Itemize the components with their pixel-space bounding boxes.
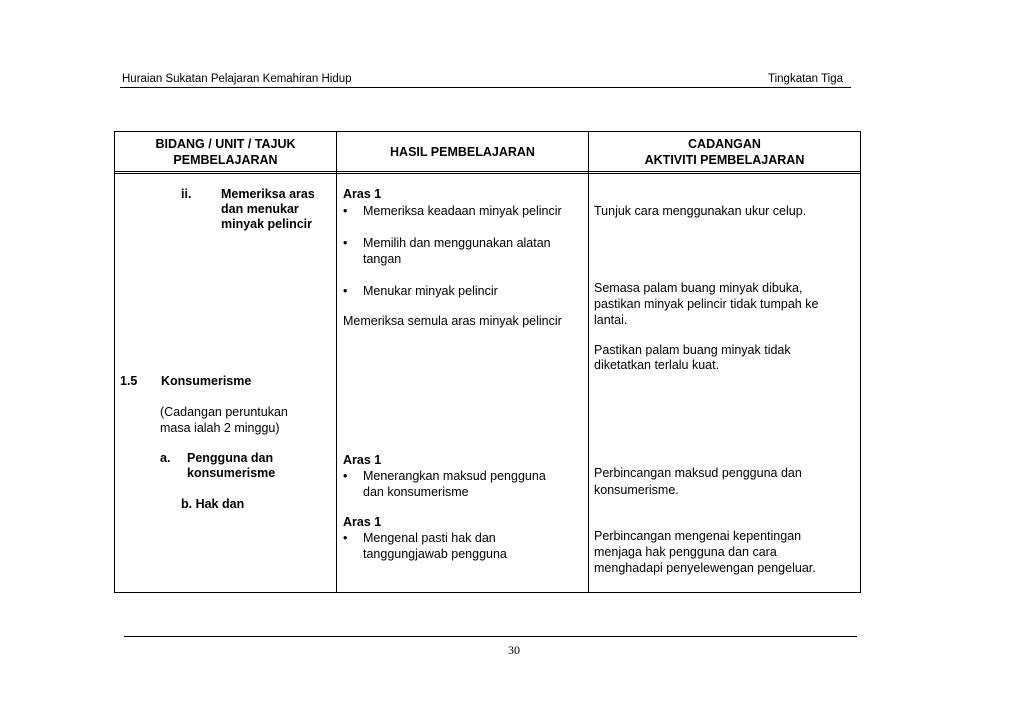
- table-top-border: [114, 131, 861, 132]
- running-header-left: Huraian Sukatan Pelajaran Kemahiran Hidup: [122, 73, 352, 85]
- bullet-icon: •: [343, 204, 348, 218]
- item-number-ii: ii.: [181, 187, 192, 201]
- activity-rights-discussion-line3: menghadapi penyelewengan pengeluar.: [594, 561, 816, 575]
- outcome-change-oil: Menukar minyak pelincir: [363, 284, 498, 298]
- section-title: Konsumerisme: [161, 374, 252, 388]
- activity-drain-plug-line3: lantai.: [594, 313, 628, 327]
- outcome-tools-line1: Memilih dan menggunakan alatan: [363, 236, 551, 250]
- header-rule: [120, 87, 851, 88]
- table-bottom-border: [114, 592, 861, 593]
- table-left-border: [114, 131, 115, 593]
- aras-1-label: Aras 1: [343, 453, 382, 467]
- subtopic-a-line2: konsumerisme: [187, 466, 276, 480]
- subtopic-b: b. Hak dan: [181, 497, 245, 511]
- col3-header-line1: CADANGAN: [688, 137, 761, 151]
- table-right-border: [860, 131, 861, 593]
- outcome-rights-line1: Mengenal pasti hak dan: [363, 531, 496, 545]
- aras-1-label: Aras 1: [343, 515, 382, 529]
- activity-plug-tightness-line1: Pastikan palam buang minyak tidak: [594, 343, 791, 357]
- subtopic-a-line1: Pengguna dan: [187, 451, 274, 465]
- allocation-note-line1: (Cadangan peruntukan: [160, 405, 288, 419]
- activity-consumer-discussion-line2: konsumerisme.: [594, 483, 679, 497]
- subtopic-a-label: a.: [160, 451, 171, 465]
- table-col-divider-1: [336, 131, 337, 593]
- outcome-rights-line2: tanggungjawab pengguna: [363, 547, 507, 561]
- aras-1-label: Aras 1: [343, 187, 382, 201]
- col2-header: HASIL PEMBELAJARAN: [390, 145, 535, 159]
- activity-consumer-discussion-line1: Perbincangan maksud pengguna dan: [594, 466, 802, 480]
- activity-drain-plug-line1: Semasa palam buang minyak dibuka,: [594, 281, 803, 295]
- outcome-define-consumer-line2: dan konsumerisme: [363, 485, 469, 499]
- bullet-icon: •: [343, 469, 348, 483]
- allocation-note-line2: masa ialah 2 minggu): [160, 421, 280, 435]
- item-ii-line1: Memeriksa aras: [221, 187, 315, 201]
- outcome-define-consumer-line1: Menerangkan maksud pengguna: [363, 469, 546, 483]
- outcome-check-oil: Memeriksa keadaan minyak pelincir: [363, 204, 562, 218]
- item-ii-line2: dan menukar: [221, 202, 299, 216]
- table-header-divider-2: [114, 173, 861, 174]
- col1-header-line1: BIDANG / UNIT / TAJUK: [155, 137, 296, 151]
- col3-header-line2: AKTIVITI PEMBELAJARAN: [644, 153, 805, 167]
- bullet-icon: •: [343, 284, 348, 298]
- outcome-recheck-oil: Memeriksa semula aras minyak pelincir: [343, 314, 562, 328]
- outcome-tools-line2: tangan: [363, 252, 402, 266]
- bullet-icon: •: [343, 531, 348, 545]
- activity-dipstick-demo: Tunjuk cara menggunakan ukur celup.: [594, 204, 807, 218]
- activity-drain-plug-line2: pastikan minyak pelincir tidak tumpah ke: [594, 297, 819, 311]
- col1-header-line2: PEMBELAJARAN: [173, 153, 278, 167]
- section-number: 1.5: [120, 374, 138, 388]
- table-col-divider-2: [588, 131, 589, 593]
- running-header-right: Tingkatan Tiga: [768, 73, 844, 85]
- footer-rule: [124, 636, 857, 637]
- table-header-divider: [114, 171, 861, 172]
- activity-plug-tightness-line2: diketatkan terlalu kuat.: [594, 358, 720, 372]
- bullet-icon: •: [343, 236, 348, 250]
- item-ii-line3: minyak pelincir: [221, 217, 313, 231]
- activity-rights-discussion-line1: Perbincangan mengenai kepentingan: [594, 529, 802, 543]
- activity-rights-discussion-line2: menjaga hak pengguna dan cara: [594, 545, 777, 559]
- page-number: 30: [508, 643, 520, 657]
